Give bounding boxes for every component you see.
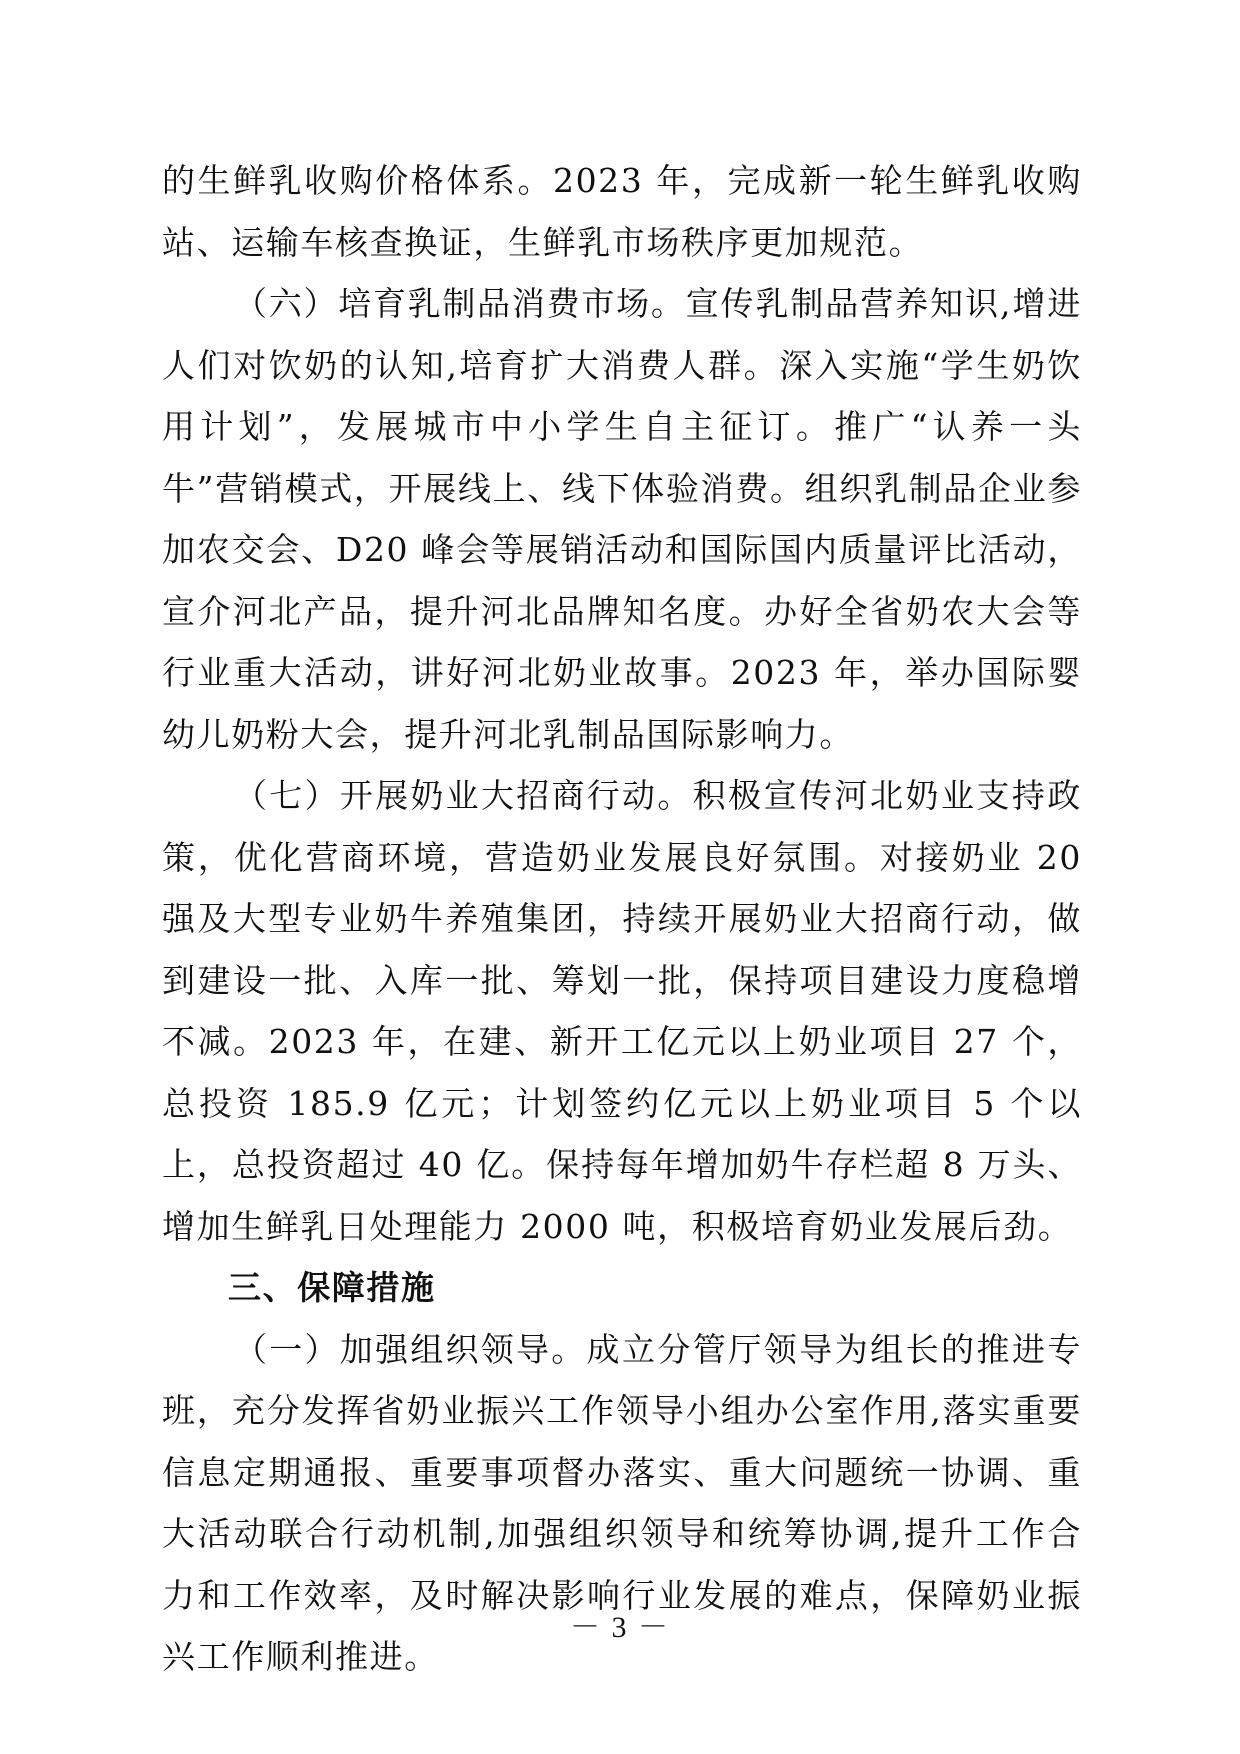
paragraph-text: 的生鲜乳收购价格体系。2023 年，完成新一轮生鲜乳收购站、运输车核查换证，生鲜乳市场秩序更加规范。: [162, 161, 1082, 262]
paragraph-lead: （一）加强组织领导。: [234, 1329, 587, 1369]
section-heading: 三、保障措施: [228, 1268, 436, 1307]
paragraph-text: 成立分管厅领导为组长的推进专班，充分发挥省奶业振兴工作领导小组办公室作用,落实重要信息定期通报、重要事项督办落实、重大问题统一协调、重大活动联合行动机制,加强组织领导和统筹协调,提升工作合力和工作效率，及时解决影响行业发展的难点，保障奶业振兴工作顺利推进。: [162, 1329, 1083, 1676]
paragraph-consumer-market: [162, 273, 1082, 765]
paragraph-text: 宣传乳制品营养知识,增进人们对饮奶的认知,培育扩大消费人群。深入实施“学生奶饮用计划”，发展城市中小学生自主征订。推广“认养一头牛”营销模式，开展线上、线下体验消费。组织乳制品企业参加农交会、D20 峰会等展销活动和国际国内质量评比活动，宣介河北产品，提升河北品牌知名度。办好全省奶农大会等行业重大活动，讲好河北奶业故事。2023 年，举办国际婴幼儿奶粉大会，提升河北乳制品国际影响力。: [162, 284, 1082, 754]
body-text: [162, 150, 1082, 1688]
paragraph-lead: （六）培育乳制品消费市场。: [234, 284, 686, 323]
page-number: － 3 －: [570, 1611, 670, 1644]
paragraph-investment: [162, 765, 1082, 1257]
paragraph-lead: （七）开展奶业大招商行动。: [234, 776, 693, 815]
paragraph-text: 积极宣传河北奶业支持政策，优化营商环境，营造奶业发展良好氛围。对接奶业 20 强及大型专业奶牛养殖集团，持续开展奶业大招商行动，做到建设一批、入库一批、筹划一批，保持项目建设力度稳增不减。2023 年，在建、新开工亿元以上奶业项目 27 个，总投资 185.9 亿元；计划签约亿元以上奶业项目 5 个以上，总投资超过 40 亿。保持每年增加奶牛存栏超 8 万头、增加生鲜乳日处理能力 2000 吨，积极培育奶业发展后劲。: [162, 776, 1083, 1246]
paragraph-continuation: [162, 150, 1082, 273]
